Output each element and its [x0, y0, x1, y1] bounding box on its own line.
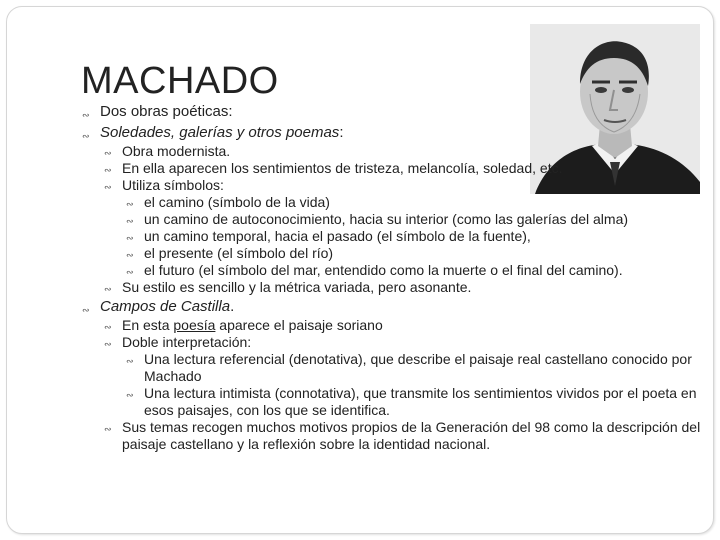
wave-bullet-icon: ∾ — [104, 322, 112, 332]
list-item — [78, 122, 713, 143]
wave-bullet-icon: ∾ — [126, 199, 134, 209]
list-item-text: En esta — [122, 317, 174, 333]
list-item — [78, 101, 713, 122]
list-item-text: Obra modernista. — [122, 143, 231, 159]
wave-bullet-icon: ∾ — [82, 110, 90, 120]
wave-bullet-icon: ∾ — [104, 284, 112, 294]
wave-bullet-icon: ∾ — [126, 390, 134, 400]
list-item — [78, 334, 713, 351]
list-item-text: el futuro (el símbolo del mar, entendido como la muerte o el final del camino). — [144, 262, 623, 278]
wave-bullet-icon: ∾ — [104, 182, 112, 192]
list-item — [78, 296, 713, 317]
wave-bullet-icon: ∾ — [126, 216, 134, 226]
wave-bullet-icon: ∾ — [104, 148, 112, 158]
list-item — [78, 194, 713, 211]
slide-content — [78, 101, 713, 453]
wave-bullet-icon: ∾ — [104, 424, 112, 434]
list-item-text: Una lectura intimista (connotativa), que transmite los sentimientos vividos por el poeta en esos paisajes, con los que se identifica. — [144, 385, 697, 418]
list-item — [78, 245, 713, 262]
list-item-punct: : — [339, 124, 344, 141]
list-item-text: aparece el paisaje soriano — [215, 317, 383, 333]
wave-bullet-icon: ∾ — [126, 250, 134, 260]
list-item — [78, 279, 713, 296]
list-item — [78, 160, 713, 177]
list-item-text: el presente (el símbolo del río) — [144, 245, 334, 261]
list-item-text: Dos obras poéticas: — [100, 103, 233, 120]
list-item — [78, 211, 713, 228]
slide-title: MACHADO — [81, 60, 279, 102]
list-item-text: Utiliza símbolos: — [122, 177, 224, 193]
list-item-text: un camino de autoconocimiento, hacia su interior (como las galerías del alma) — [144, 211, 629, 227]
list-item — [78, 177, 713, 194]
list-item-punct: . — [230, 298, 235, 315]
list-item — [78, 262, 713, 279]
list-item-text: un camino temporal, hacia el pasado (el símbolo de la fuente), — [144, 228, 531, 244]
list-item-text: Sus temas recogen muchos motivos propios de la Generación del 98 como la descripción del paisaje castellano y la reflexión sobre la identidad nacional. — [122, 419, 701, 452]
list-item — [78, 385, 713, 419]
wave-bullet-icon: ∾ — [82, 305, 90, 315]
list-item — [78, 351, 713, 385]
work-title: Campos de Castilla — [100, 298, 231, 315]
list-item-text: En ella aparecen los sentimientos de tristeza, melancolía, soledad, etc. — [122, 160, 563, 176]
wave-bullet-icon: ∾ — [126, 267, 134, 277]
list-item-text: Su estilo es sencillo y la métrica variada, pero asonante. — [122, 279, 472, 295]
list-item-text: Una lectura referencial (denotativa), que describe el paisaje real castellano conocido por Machado — [144, 351, 692, 384]
list-item — [78, 228, 713, 245]
list-item — [78, 143, 713, 160]
wave-bullet-icon: ∾ — [126, 356, 134, 366]
wave-bullet-icon: ∾ — [104, 165, 112, 175]
list-item — [78, 317, 713, 334]
work-title: Soledades, galerías y otros poemas — [100, 124, 340, 141]
wave-bullet-icon: ∾ — [82, 131, 90, 141]
wave-bullet-icon: ∾ — [104, 339, 112, 349]
underlined-word: poesía — [173, 317, 216, 333]
wave-bullet-icon: ∾ — [126, 233, 134, 243]
list-item — [78, 419, 713, 453]
list-item-text: Doble interpretación: — [122, 334, 252, 350]
list-item-text: el camino (símbolo de la vida) — [144, 194, 330, 210]
